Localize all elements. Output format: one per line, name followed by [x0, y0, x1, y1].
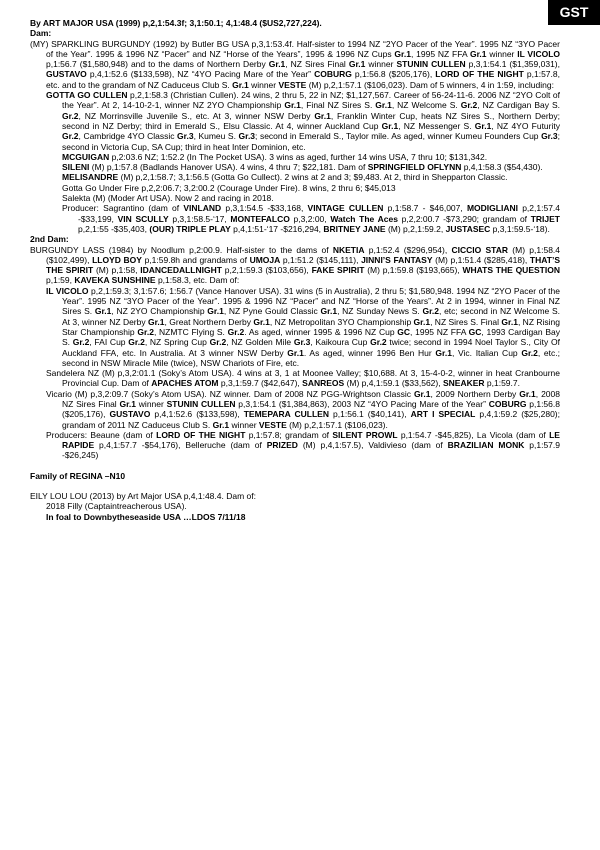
dam-heading: Dam:	[30, 28, 52, 39]
bold-run: ART I SPECIAL	[410, 409, 476, 420]
bold-run: LLOYD BOY	[92, 254, 142, 265]
produce-salekta: Salekta (M) (Moder Art USA). Now 2 and racing in 2018.	[62, 193, 274, 204]
bold-run: TRIJET	[530, 213, 560, 224]
second-dam-heading: 2nd Dam:	[30, 234, 69, 245]
bold-run: KAVEKA SUNSHINE	[74, 275, 156, 286]
bold-run: MELISANDRE	[62, 172, 119, 183]
bold-run: VINTAGE CULLEN	[307, 203, 384, 214]
bold-run: STUNIN CULLEN	[396, 59, 466, 70]
bold-run: BRITNEY JANE	[323, 223, 386, 234]
bold-run: Gr.1	[147, 316, 165, 327]
bold-run: Gr.1	[212, 419, 230, 430]
bold-run: VIN SCULLY	[117, 213, 169, 224]
bold-run: IDANCEDALLNIGHT	[140, 265, 222, 276]
bold-run: Gr.1	[375, 100, 392, 111]
bold-run: Gr.1	[381, 120, 399, 131]
bold-run: GUSTAVO	[109, 409, 151, 420]
bold-run: CICCIO STAR	[451, 244, 509, 255]
bold-run: LORD OF THE NIGHT	[435, 69, 524, 80]
bold-run: Gr.2	[227, 326, 245, 337]
bold-run: Gr.2	[422, 306, 439, 317]
bold-run: MCGUIGAN	[62, 151, 110, 162]
section-gap	[30, 461, 560, 471]
pedigree-page	[30, 18, 560, 522]
bold-run: Gr.1	[413, 388, 431, 399]
bold-run: Gr.2	[370, 337, 387, 348]
bold-run: Gr.1	[348, 59, 366, 70]
bold-run: PRIZED	[266, 440, 298, 451]
bold-run: GC	[397, 326, 411, 337]
bold-run: Gr.1	[253, 316, 270, 327]
bold-run: THAT’S THE SPIRIT	[46, 254, 560, 276]
bold-run: Gr.3	[177, 131, 194, 142]
lot-dam-line: EILY LOU LOU (2013) by Art Major USA p,4,1:48.4. Dam of:	[30, 491, 256, 502]
bold-run: Gr.1	[519, 388, 536, 399]
bold-run: Gr.2	[460, 100, 478, 111]
bold-run: LE RAPIDE	[62, 429, 560, 451]
lot-foal-line: 2018 Filly (Captaintreacherous USA).	[46, 501, 187, 512]
bold-run: VESTE	[258, 419, 287, 430]
produce-gotta-go-under-fire: Gotta Go Under Fire p,2,2:06.7; 3,2:00.2 (Courage Under Fire). 8 wins, 2 thru 6; $45,013	[62, 182, 396, 193]
bold-run: NKETIA	[332, 244, 365, 255]
bold-run: Gr.1	[232, 79, 249, 90]
bold-run: Gr.1	[394, 48, 411, 59]
produce-vicario: Vicario (M) p,3,2:09.7 (Soky’s Atom USA). NZ winner. Dam of 2008 NZ PGG-Wrightson Classic Gr.1, 2009 Northern Derby Gr.1, 2008 NZ Sires Final Gr.1 winner STUNIN CULLEN p,3,1:54.1 ($1,384,863), 2003 NZ “4YO Pacing Mare of the Year” COBURG p,1:56.8 ($205,176), GUSTAVO p,4,1:52.6 ($133,598), TEMEPARA CULLEN p,1:56.1 ($40,141), ART I SPECIAL p,4,1:59.2 ($25,280); grandam of 2011 NZ Caduceus Club S. Gr.1 winner VESTE (M) p,2,1:57.1 ($106,023).	[46, 388, 560, 430]
bold-run: Gr.1	[314, 110, 331, 121]
category-badge: GST	[548, 0, 600, 25]
bold-run: BRAZILIAN MONK	[447, 440, 525, 451]
family-heading: Family of REGINA –N10	[30, 470, 126, 481]
produce-gotta-go-cullen: GOTTA GO CULLEN p,2,1:58.3 (Christian Cullen). 24 wins, 2 thru 5, 22 in NZ; $1,127,567. Career of 56-24-11-6. 2006 NZ “2YO Colt of the Year”. At 2, 14-10-2-1, winner NZ 2YO Championship Gr.1, Final NZ Sires S. Gr.1, NZ Welcome S. Gr.2, NZ Cardigan Bay S. Gr.2, NZ Morrinsville Juvenile S., etc. At 3, winner NSW Derby Gr.1, Franklin Winter Cup, heats NZ Sires S., Northern Derby; second in NZ Derby; third in Emerald S., Elsu Classic. At 4, winner Auckland Cup Gr.1, NZ Messenger S. Gr.1, NZ 4YO Futurity Gr.2, Cambridge 4YO Classic Gr.3, Kumeu S. Gr.3; second in Emerald S., Taylor mile. As aged, winner Kumeu Founders Cup Gr.3; second in Victoria Cup, SA Cup; third in heat Inter Dominion, etc.	[46, 90, 560, 152]
bold-run: Gr.2	[62, 131, 79, 142]
produce-il-vicolo: IL VICOLO p,2,1:59.3; 3,1:57.6; 1:56.7 (Vance Hanover USA). 31 wins (5 in Australia), 2 thru 5; $1,580,948. 1994 NZ “2YO Pacer of the Year”. 1995 NZ “3YO Pacer of the Year”. 1995 & 1996 NZ “Pacer” and NZ “Horse of the Years”. At 2 in 1994, winner in Final NZ Sires S. Gr.1, NZ 2YO Championship Gr.1, NZ Pyne Gould Classic Gr.1, NZ Sunday News S. Gr.2, etc; second in NZ Welcome S. At 3, winner NZ Derby Gr.1, Great Northern Derby Gr.1, NZ Metropolitan 3YO Championship Gr.1, NZ Sires S. Final Gr.1, NZ Rising Star Championship Gr.2, NZMTC Flying S. Gr.2. As aged, winner 1995 & 1996 NZ Cup GC, 1995 NZ FFA GC, 1993 Cardigan Bay S. Gr.2, FAI Cup Gr.2, NZ Spring Cup Gr.2, NZ Golden Mile Gr.3, Kaikoura Cup Gr.2 twice; second in 1994 Noel Taylor S., City Of Auckland FFA, etc. In Australia. At 3 winner NSW Derby Gr.1. As aged, winner 1996 Ben Hur Gr.1, Vic. Italian Cup Gr.2, etc.; second in NSW Miracle Mile (twice), NSW Chariots of Fire, etc.	[46, 285, 561, 368]
bold-run: Gr.2	[209, 337, 227, 348]
bold-run: Gr.1	[268, 59, 286, 70]
bold-run: Gr.1	[469, 48, 487, 59]
bold-run: SPRINGFIELD OFLYNN	[367, 162, 462, 173]
bold-run: GUSTAVO	[46, 69, 87, 80]
bold-run: Gr.1	[501, 316, 518, 327]
bold-run: Gr.3	[293, 337, 311, 348]
bold-run: STUNIN CULLEN	[166, 398, 236, 409]
bold-run: APACHES ATOM	[151, 378, 219, 389]
second-dam-paragraph: BURGUNDY LASS (1984) by Noodlum p,2:00.9. Half-sister to the dams of NKETIA p,1:52.4 ($296,954), CICCIO STAR (M) p,1:58.4 ($102,499), LLOYD BOY p,1:59.8h and grandams of UMOJA p,1:51.2 ($145,111), JINNI’S FANTASY (M) p,1:51.4 ($285,418), THAT’S THE SPIRIT (M) p,1:58, IDANCEDALLNIGHT p,2,1:59.3 ($103,656), FAKE SPIRIT (M) p,1:59.8 ($193,665), WHATS THE QUESTION p,1:59, KAVEKA SUNSHINE p,1:58.3, etc. Dam of:	[30, 244, 561, 286]
dam-paragraph: (MY) SPARKLING BURGUNDY (1992) by Butler BG USA p,3,1:53.4f. Half-sister to 1994 NZ “2YO Pacer of the Year”. 1995 NZ “3YO Pacer of the Year”. 1995 & 1996 NZ “Pacer” and NZ “Horse of the Years”, 1995 & 1996 NZ Cups Gr.1, 1995 NZ FFA Gr.1 winner IL VICOLO p,1:56.7 ($1,580,948) and to the dams of Northern Derby Gr.1, NZ Sires Final Gr.1 winner STUNIN CULLEN p,3,1:54.1 ($1,359,031), GUSTAVO p,4,1:52.6 ($133,598), NZ “4YO Pacing Mare of the Year” COBURG p,1:56.8 ($205,176), LORD OF THE NIGHT p,1:57.8, etc. and to the grandam of NZ Caduceus Club S. Gr.1 winner VESTE (M) p,2,1:57.1 ($106,023). Dam of 5 winners, 4 in 1:59, including:	[30, 38, 561, 90]
bold-run: Gr.1	[94, 306, 112, 317]
producers-note: Producers: Beaune (dam of LORD OF THE NIGHT p,1:57.8; grandam of SILENT PROWL p,1:54.7 -$45,825), La Vicola (dam of LE RAPIDE p,4,1:57.7 -$54,176), Belleruche (dam of PRIZED (M) p,4,1:57.5), Valdivieso (dam of BRAZILIAN MONK p,1:57.9 -$26,245)	[46, 429, 560, 461]
bold-run: SANREOS	[302, 378, 345, 389]
bold-run: MODIGLIANI	[466, 203, 518, 214]
producer-note: Producer: Sagrantino (dam of VINLAND p,3,1:54.5 -$33,168, VINTAGE CULLEN p,1:58.7 - $46,007, MODIGLIANI p,2,1:57.4 -$33,199, VIN SCULLY p,3,1:58.5-‘17, MONTEFALCO p,3,2:00, Watch The Aces p,2,2:00.7 -$73,290; grandam of TRIJET p,2,1:55 -$35,403, (OUR) TRIPLE PLAY p,4,1:51-‘17 -$216,294, BRITNEY JANE (M) p,2,1:59.2, JUSTASEC p,3,1:59.5-‘18).	[62, 203, 561, 234]
bold-run: Gr.1	[119, 398, 137, 409]
bold-run: Gr.3	[238, 131, 256, 142]
bold-run: Watch The Aces	[330, 213, 398, 224]
bold-run: LORD OF THE NIGHT	[156, 429, 246, 440]
produce-sileni: SILENI (M) p,1:57.8 (Badlands Hanover USA). 4 wins, 4 thru 7; $22,181. Dam of SPRINGFIELD OFLYNN p,4,1:58.3 ($54,430).	[62, 162, 543, 173]
bold-run: UMOJA	[249, 254, 281, 265]
produce-sandelera: Sandelera NZ (M) p,3,2:01.1 (Soky’s Atom USA). 4 wins at 3, 1 at Moonee Valley; $10,688. At 3, 15-4-0-2, winner in heat Cranbourne Provincial Cup. Dam of APACHES ATOM p,3,1:59.7 ($42,647), SANREOS (M) p,4,1:59.1 ($33,562), SNEAKER p,1:59.7.	[46, 368, 560, 389]
bold-run: Gr.1	[320, 306, 338, 317]
bold-run: COBURG	[488, 398, 527, 409]
bold-run: Gr.1	[413, 316, 431, 327]
bold-run: IL VICOLO	[46, 285, 89, 296]
bold-run: Gr.1	[207, 306, 224, 317]
bold-run: MONTEFALCO	[230, 213, 290, 224]
bold-run: TEMEPARA CULLEN	[243, 409, 329, 420]
bold-run: Gr.1	[287, 347, 304, 358]
sire-line: By ART MAJOR USA (1999) p,2,1:54.3f; 3,1:50.1; 4,1:48.4 ($US2,727,224).	[30, 18, 322, 28]
bold-run: WHATS THE QUESTION	[462, 265, 560, 276]
bold-run: IL VICOLO	[517, 48, 561, 59]
bold-run: FAKE SPIRIT	[311, 265, 365, 276]
bold-run: SNEAKER	[442, 378, 485, 389]
bold-run: Gr.2	[72, 337, 90, 348]
bold-run: VINLAND	[183, 203, 222, 214]
bold-run: Gr.1	[284, 100, 301, 111]
bold-run: Gr.1	[474, 120, 492, 131]
produce-melisandre: MELISANDRE (M) p,2,1:58.7; 3,1:56.5 (Gotta Go Cullect). 2 wins at 2 and 3; $9,483. At 2, third in Shepparton Classic.	[62, 172, 508, 183]
bold-run: GOTTA GO CULLEN	[46, 90, 128, 101]
bold-run: Gr.2	[137, 326, 154, 337]
bold-run: GC	[468, 326, 482, 337]
bold-run: Gr.1	[435, 347, 452, 358]
bold-run: (OUR) TRIPLE PLAY	[149, 223, 231, 234]
bold-run: Gr.2	[521, 347, 538, 358]
bold-run: VESTE	[278, 79, 307, 90]
bold-run: JINNI’S FANTASY	[361, 254, 433, 265]
lot-in-foal-line: In foal to Downbytheseaside USA …LDOS 7/11/18	[46, 511, 246, 522]
bold-run: SILENT PROWL	[332, 429, 398, 440]
bold-run: SILENI	[62, 162, 90, 173]
bold-run: Gr.2	[62, 110, 79, 121]
section-gap	[30, 481, 560, 491]
bold-run: Gr.2	[128, 337, 145, 348]
bold-run: Gr.3	[541, 131, 558, 142]
produce-mcguigan: MCGUIGAN p,2:03.6 NZ; 1:52.2 (In The Pocket USA). 3 wins as aged, further 14 wins USA, 7 thru 10; $131,342.	[62, 151, 488, 162]
bold-run: JUSTASEC	[445, 223, 491, 234]
bold-run: COBURG	[314, 69, 352, 80]
